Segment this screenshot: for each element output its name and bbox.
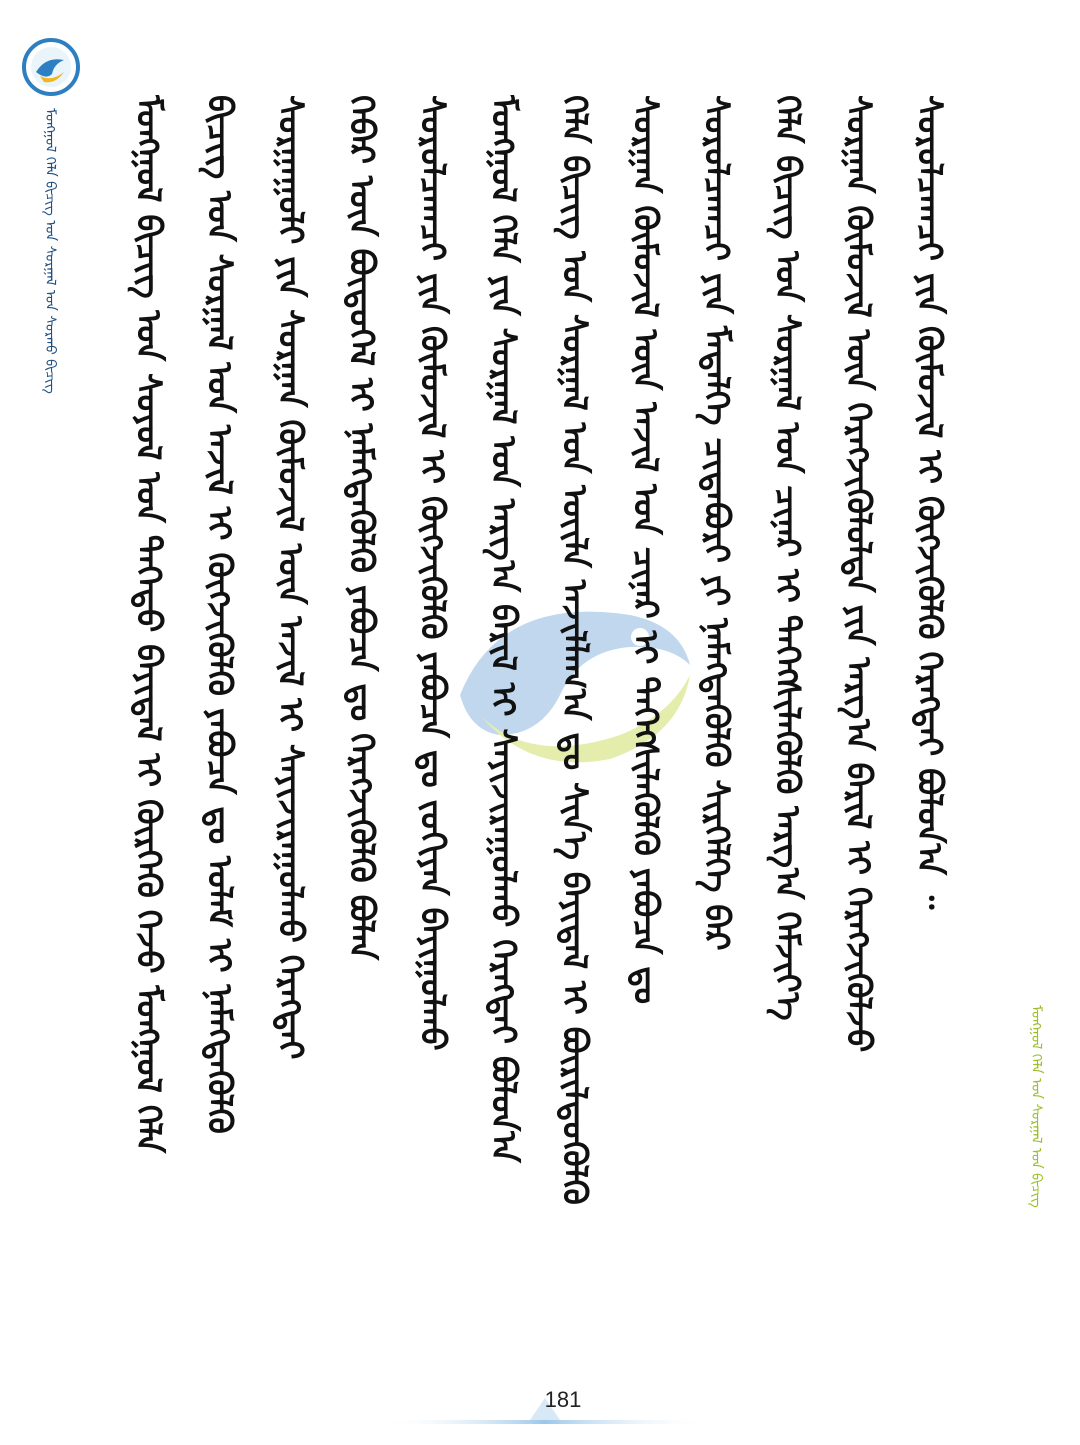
text-line: ᠮᠣᠩᠭᠣᠯ ᠬᠡᠯᠡ ᠶᠢᠨ ᠰᠤᠷᠭᠠᠯ ᠤᠨ ᠠᠷᠭ᠎ᠠ ᠪᠠᠷᠢᠯ ᠢ ᠰᠠᠶᠢᠵᠢᠷᠠᠭᠤᠯᠬᠤ ᠬᠡᠷᠡᠭᠲᠡᠢ ᠪᠣᠯᠤᠨ᠎ᠠ <box>483 95 523 1163</box>
logo-icon <box>26 42 76 92</box>
text-line: ᠰᠤᠷᠭᠠᠭᠤᠯᠢ ᠶᠢᠨ ᠰᠤᠷᠭᠠᠨ ᠬᠦᠮᠦᠵᠢᠯ ᠦᠨ ᠠᠵᠢᠯ ᠢ ᠰᠠᠶᠢᠵᠢᠷᠠᠭᠤᠯᠬᠤ ᠬᠡᠷᠡᠭᠳᠡᠢ <box>270 95 310 1060</box>
text-line: ᠪᠢᠴᠢᠭ᠌ ᠤᠨ ᠰᠤᠷᠭᠠᠯ ᠤᠨ ᠠᠵᠢᠯ ᠢ ᠬᠥᠭᠵᠢᠭᠦᠯᠬᠦ ᠶᠠᠪᠤᠴᠠ ᠳᠤ ᠤᠯᠠᠮ ᠢ ᠨᠡᠮᠡᠭᠳᠡᠭᠦᠯᠬᠦ <box>199 95 239 1134</box>
text-line: ᠮᠣᠩᠭᠣᠯ ᠪᠢᠴᠢᠭ᠌ ᠤᠨ ᠰᠣᠶᠣᠯ ᠤᠨ ᠳᠡᠭᠡᠳᠦ ᠪᠠᠶᠢᠳᠠᠯ ᠢ ᠬᠦᠷᠭᠡᠬᠦ ᠭᠡᠵᠦ ᠮᠣᠩᠭᠣᠯ ᠬᠡᠯᠡ <box>128 95 168 1154</box>
publisher-logo <box>22 38 80 96</box>
text-line: ᠬᠡᠯᠡ ᠪᠢᠴᠢᠭ᠌ ᠤᠨ ᠰᠤᠷᠭᠠᠯ ᠤᠨ ᠦᠢᠯᠡ ᠠᠵᠢᠯᠯᠠᠭ᠎ᠠ ᠳᠤ ᠰᠢᠨ᠎ᠡ ᠪᠠᠶᠢᠳᠠᠯ ᠢ ᠪᠦᠷᠢᠯᠳᠦᠭᠦᠯᠬᠦ <box>554 95 594 1205</box>
text-line: ᠬᠡᠯᠡ ᠪᠢᠴᠢᠭ᠌ ᠤᠨ ᠰᠤᠷᠭᠠᠯ ᠤᠨ ᠴᠢᠨᠠᠷ ᠢ ᠳᠡᠭᠡᠭᠰᠢᠯᠡᠭᠦᠯᠬᠦ ᠠᠷᠭ᠎ᠠ ᠬᠡᠮᠵᠢᠶ᠎ᠡ <box>767 95 807 1021</box>
running-header-left: ᠮᠣᠩᠭᠣᠯ ᠬᠡᠯᠡ ᠪᠢᠴᠢᠭ᠌ ᠤᠨ ᠰᠤᠷᠭᠠᠯ ᠤᠨ ᠰᠤᠷᠬᠤ ᠪᠢᠴᠢᠭ᠌ <box>42 108 58 394</box>
text-line: ᠰᠤᠷᠭᠠᠨ ᠬᠦᠮᠦᠵᠢᠯ ᠦᠨ ᠬᠡᠷᠡᠭᠵᠢᠭᠦᠯᠦᠯᠲᠡ ᠶᠢᠨ ᠠᠷᠭ᠎ᠠ ᠪᠠᠷᠢᠯ ᠢ ᠬᠡᠷᠡᠭᠵᠢᠭᠦᠯᠵᠦ <box>838 95 878 1053</box>
body-text <box>120 95 970 1360</box>
text-line: ᠰᠤᠷᠤᠯᠴᠠᠭᠴᠢ ᠶᠢᠨ ᠮᠡᠳᠡᠯᠭᠡ ᠴᠢᠳᠠᠪᠤᠷᠢ ᠶᠢ ᠨᠡᠮᠡᠭᠳᠡᠭᠦᠯᠬᠦ ᠰᠢᠷᠬᠡᠯᠭᠡ ᠪᠡᠷ <box>696 95 736 951</box>
page-number: 181 <box>544 1387 582 1412</box>
running-header-right: ᠮᠣᠩᠭᠣᠯ ᠬᠡᠯᠡ ᠤᠨ ᠰᠤᠷᠭᠠᠯ ᠤᠨ ᠪᠢᠴᠢᠭ᠌ <box>1028 1005 1044 1208</box>
text-line: ᠰᠤᠷᠭᠠᠨ ᠬᠦᠮᠦᠵᠢᠯ ᠦᠨ ᠠᠵᠢᠯ ᠤᠨ ᠴᠢᠨᠠᠷ ᠢ ᠳᠡᠭᠡᠭᠰᠢᠯᠡᠭᠦᠯᠬᠦ ᠶᠠᠪᠤᠴᠠ ᠳᠤ <box>625 95 665 1005</box>
text-line: ᠬᠡᠪᠡᠷ ᠦᠨ ᠪᠦᠲᠦᠭᠡᠯ ᠢ ᠨᠡᠮᠡᠭᠳᠡᠭᠦᠯᠬᠦ ᠶᠠᠪᠤᠴᠠ ᠳᠤ ᠬᠡᠷᠡᠭᠵᠢᠭᠦᠯᠬᠦ ᠪᠣᠯᠠᠨ <box>341 95 381 961</box>
text-line: ᠰᠤᠷᠤᠯᠴᠠᠭᠴᠢ ᠶᠢᠨ ᠬᠦᠮᠦᠵᠢᠯ ᠢ ᠬᠥᠭᠵᠢᠭᠦᠯᠬᠦ ᠶᠠᠪᠤᠴᠠ ᠳᠤ ᠵᠣᠬᠢᠶᠠᠨ ᠪᠠᠶᠢᠭᠤᠯᠬᠤ <box>412 95 452 1051</box>
text-line: ᠰᠤᠷᠤᠯᠴᠠᠭᠴᠢ ᠶᠢᠨ ᠬᠦᠮᠦᠵᠢᠯ ᠢ ᠬᠥᠭᠵᠢᠭᠦᠯᠬᠦ ᠬᠡᠷᠡᠭᠲᠡᠢ ᠪᠣᠯᠤᠨ᠎ᠠ ᠃ <box>909 95 949 910</box>
